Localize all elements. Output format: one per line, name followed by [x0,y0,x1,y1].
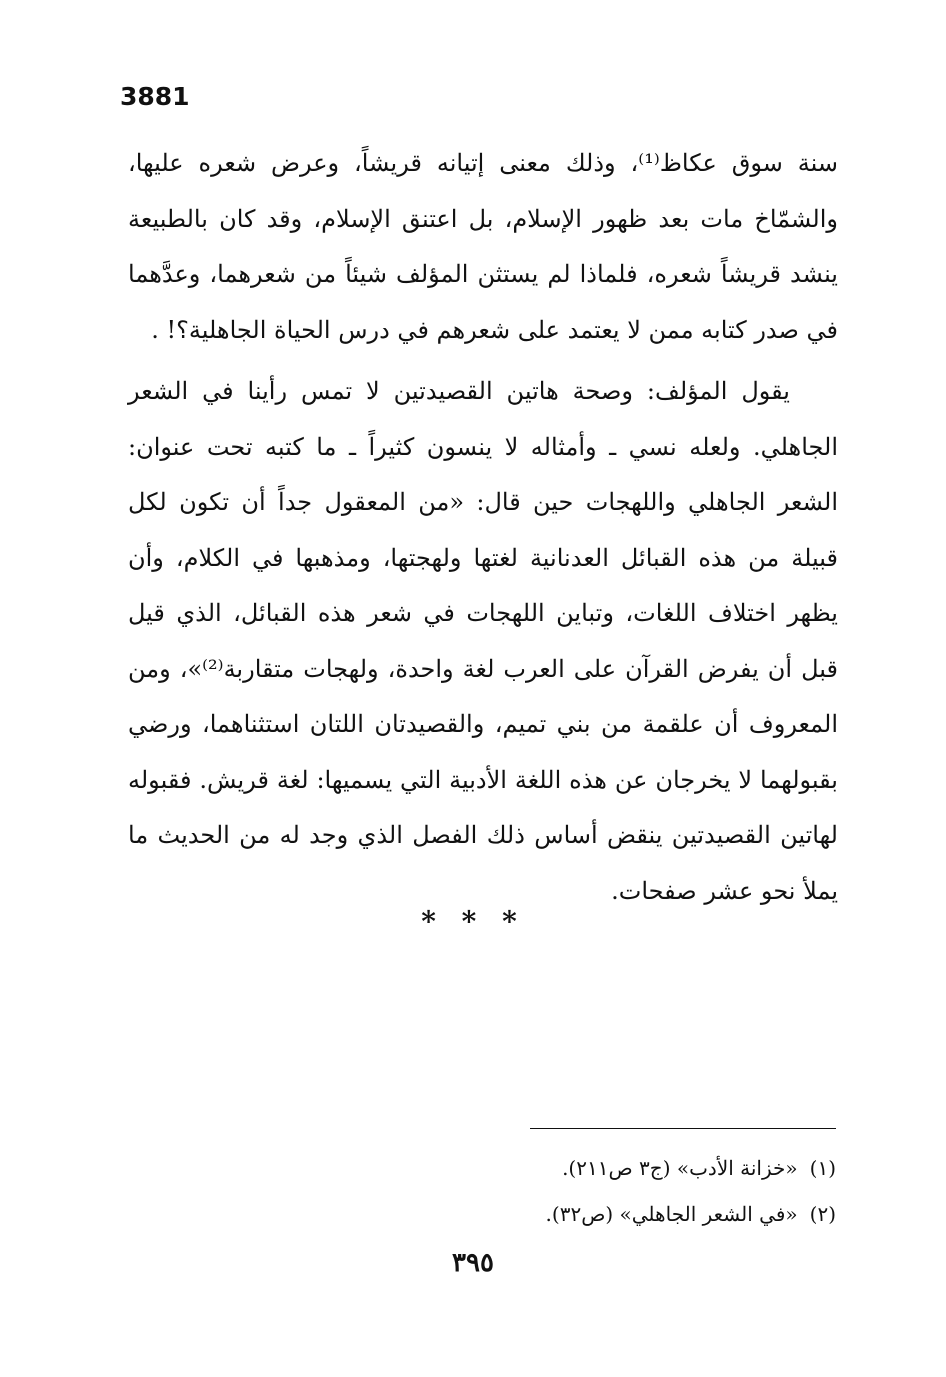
footnote-divider [530,1128,836,1129]
paragraph: يقول المؤلف: وصحة هاتين القصيدتين لا تمس رأينا في الشعر الجاهلي. ولعله نسي ـ وأمثاله لا ينسون كثيراً ـ ما كتبه تحت عنوان: الشعر الجاهلي واللهجات حين قال: «من المعقول جداً أن تكون لكل قبيلة من هذه القبائل العدنانية لغتها ولهجتها، ومذهبها في الكلام، وأن يظهر اختلاف اللغات، وتباين اللهجات في شعر هذه القبائل، الذي قيل قبل أن يفرض القرآن على العرب لغة واحدة، ولهجات متقاربة⁽²⁾»، ومن المعروف أن علقمة من بني تميم، والقصيدتان اللتان استثناهما، ورضي بقبولهما لا يخرجان عن هذه اللغة الأدبية التي يسميها: لغة قريش. فقبوله لهاتين القصيدتين ينقض أساس ذلك الفصل الذي وجد له من الحديث ما يملأ نحو عشر صفحات. [128,377,838,905]
paragraph: سنة سوق عكاظ⁽¹⁾، وذلك معنى إتيانه قريشاً، وعرض شعره عليها، والشمّاخ مات بعد ظهور الإسلام، بل اعتنق الإسلام، وقد كان بالطبيعة ينشد قريشاً شعره، فلماذا لم يستثن المؤلف شيئاً من شعرهما، وعدَّهما في صدر كتابه ممن لا يعتمد على شعرهم في درس الحياة الجاهلية؟! . [128,149,838,344]
page-number: ٣٩٥ [452,1248,494,1278]
footnotes [436,1145,836,1237]
body-text [128,136,838,919]
footnote-item [436,1191,836,1237]
footnote-text: «خزانة الأدب» (ج٣ ص٢١١). [562,1156,798,1180]
page-id: 3881 [120,82,190,111]
footnote-text: «في الشعر الجاهلي» (ص٣٢). [545,1202,798,1226]
footnote-marker: (٢) [809,1202,836,1226]
section-separator: * * * [421,905,525,938]
footnote-marker: (١) [809,1156,836,1180]
footnote-item [436,1145,836,1191]
